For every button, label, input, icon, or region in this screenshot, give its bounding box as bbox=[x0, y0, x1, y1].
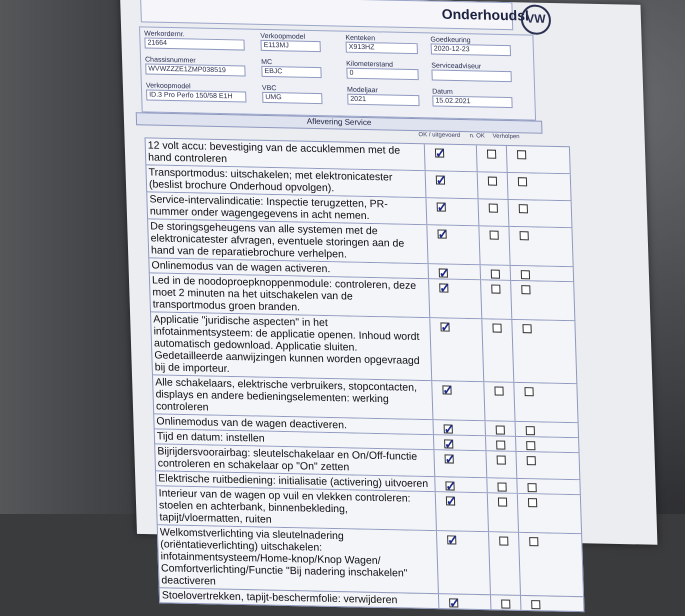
fixed-cell bbox=[508, 200, 570, 227]
fixed-cell bbox=[520, 596, 581, 611]
fixed-cell bbox=[513, 383, 575, 422]
info-field-value: WVWZZZE1ZMP038519 bbox=[145, 63, 245, 76]
info-field-label: MC bbox=[261, 58, 273, 67]
not-ok-checkbox[interactable] bbox=[497, 482, 506, 491]
section-title: Aflevering Service bbox=[136, 112, 543, 133]
info-field-value bbox=[431, 69, 511, 82]
checklist-item-text: Service-intervalindicatie: Inspectie terugzetten, PR-nummer onder wagengegevens in acht nemen. bbox=[149, 193, 388, 223]
not-ok-cell bbox=[485, 436, 516, 451]
ok-cell bbox=[436, 531, 469, 594]
ok-checkbox[interactable] bbox=[445, 493, 458, 509]
ok-checkbox[interactable] bbox=[434, 145, 447, 161]
info-field-value: 0 bbox=[346, 68, 418, 81]
checkmark-icon: ✓ bbox=[436, 199, 448, 215]
info-field-value: EBJC bbox=[261, 66, 321, 78]
not-ok-cell bbox=[480, 280, 512, 319]
ok-checkbox[interactable] bbox=[447, 532, 459, 548]
checklist-item-text: Led in de noodoproepknoppenmodule: controleren, deze moet 2 minuten na het uitschakelen van de transportmodus groen branden. bbox=[151, 274, 417, 314]
info-field-value: 2021 bbox=[347, 94, 419, 107]
ok-checkbox[interactable] bbox=[439, 280, 451, 296]
checkmark-icon: ✓ bbox=[448, 595, 461, 611]
not-ok-cell bbox=[488, 532, 521, 595]
checklist-item-text: Onlinemodus van de wagen activeren. bbox=[151, 259, 331, 276]
fixed-checkbox[interactable] bbox=[521, 270, 530, 279]
vehicle-info-panel bbox=[139, 26, 536, 120]
not-ok-checkbox[interactable] bbox=[490, 231, 499, 240]
info-field-label: Kenteken bbox=[345, 34, 376, 43]
checkmark-icon: ✓ bbox=[444, 451, 456, 467]
ok-cell bbox=[428, 264, 459, 279]
ok-checkbox[interactable] bbox=[445, 478, 457, 494]
checkmark-icon: ✓ bbox=[439, 280, 451, 296]
info-field-label: Verkoopmodel bbox=[260, 32, 306, 41]
ok-cell bbox=[428, 279, 460, 318]
checklist-item-text: Interieur van de wagen op vuil en vlekken controleren: stoelen en achterbank, binnenbekleding, tapijt/vloermatten, ruiten bbox=[158, 487, 411, 526]
not-ok-checkbox[interactable] bbox=[494, 386, 503, 395]
fixed-checkbox[interactable] bbox=[526, 426, 535, 435]
ok-cell bbox=[432, 420, 463, 435]
ok-checkbox[interactable] bbox=[435, 172, 448, 188]
not-ok-cell bbox=[478, 199, 510, 226]
ok-checkbox[interactable] bbox=[448, 595, 461, 611]
ok-cell bbox=[438, 594, 469, 609]
info-field bbox=[431, 62, 512, 82]
vw-logo-icon: VW bbox=[520, 4, 551, 35]
fixed-checkbox[interactable] bbox=[526, 441, 535, 450]
info-field-value: E113MJ bbox=[260, 40, 320, 52]
fixed-cell bbox=[510, 281, 572, 320]
ok-cell bbox=[429, 318, 462, 381]
checklist-item-text: De storingsgeheugens van alle systemen met de elektronicatester afvragen, eventuele storingen aan de hand van de reparatiebrochure verhelpen. bbox=[150, 220, 405, 261]
info-field-value: UMG bbox=[262, 92, 322, 104]
info-field-label: VBC bbox=[261, 84, 277, 93]
checklist-item-text: Bijrijdersvoorairbag: sleutelschakelaar en On/Off-functie controleren en schakelaar op "On" zetten bbox=[157, 445, 418, 474]
not-ok-cell bbox=[487, 493, 519, 532]
fixed-cell bbox=[516, 479, 577, 494]
info-field-value: 15.02.2021 bbox=[432, 95, 512, 108]
info-field-value: 2020-12-23 bbox=[431, 43, 511, 56]
info-field-value: ID.3 Pro Perfo 150/58 E1H bbox=[146, 89, 246, 102]
checkmark-icon: ✓ bbox=[445, 478, 457, 494]
checkmark-icon: ✓ bbox=[442, 382, 454, 398]
checkmark-icon: ✓ bbox=[435, 172, 448, 188]
not-ok-checkbox[interactable] bbox=[501, 599, 510, 608]
checklist-item-text: 12 volt accu: bevestiging van de accuklemmen met de hand controleren bbox=[147, 139, 401, 166]
checklist-item-text: Stoelovertrekken, tapijt-beschermfolie: verwijderen bbox=[161, 589, 398, 607]
info-field bbox=[432, 88, 513, 108]
ok-cell bbox=[424, 144, 456, 171]
info-field-label: Werkordernr. bbox=[144, 30, 185, 39]
fixed-checkbox[interactable] bbox=[520, 231, 529, 240]
fixed-cell bbox=[515, 437, 576, 452]
checklist-item-text: Applicatie "juridische aspecten" in het infotainmentsysteem: de applicatie openen. Inhoud wordt automatisch gedownload. Applicatie sluiten. Gedetailleerde aanwijzingen kunnen worden opgevraagd bij de importeur. bbox=[153, 313, 420, 375]
info-field bbox=[346, 61, 419, 81]
info-field bbox=[261, 59, 322, 78]
not-ok-cell bbox=[490, 595, 521, 610]
checklist-row bbox=[157, 525, 584, 597]
fixed-checkbox[interactable] bbox=[524, 387, 533, 396]
ok-checkbox[interactable] bbox=[444, 451, 456, 467]
fixed-checkbox[interactable] bbox=[528, 498, 537, 507]
fixed-cell bbox=[511, 320, 574, 383]
not-ok-checkbox[interactable] bbox=[496, 425, 505, 434]
info-field-label: Verkoopmodel bbox=[145, 82, 191, 91]
ok-cell bbox=[425, 198, 457, 225]
fixed-cell bbox=[518, 533, 581, 596]
ok-checkbox[interactable] bbox=[436, 199, 448, 215]
ok-cell bbox=[431, 381, 463, 420]
service-form-sheet bbox=[120, 0, 657, 611]
fixed-checkbox[interactable] bbox=[517, 150, 526, 159]
checklist-item-text: Onlinemodus van de wagen deactiveren. bbox=[156, 415, 348, 432]
ok-cell bbox=[433, 435, 464, 450]
not-ok-checkbox[interactable] bbox=[491, 270, 500, 279]
info-field-value: X913HZ bbox=[346, 42, 418, 55]
ok-cell bbox=[433, 450, 465, 477]
not-ok-cell bbox=[483, 382, 515, 421]
form-title: Onderhoudsl bbox=[441, 5, 530, 24]
ok-cell bbox=[434, 477, 465, 492]
checklist-item-text: Alle schakelaars, elektrische verbruikers, stopcontacten, displays en andere bedieningselementen: werking controleren bbox=[155, 376, 418, 414]
column-header-fixed: Verholpen bbox=[492, 133, 520, 141]
checkmark-icon: ✓ bbox=[445, 493, 458, 509]
fixed-checkbox[interactable] bbox=[527, 483, 536, 492]
ok-checkbox[interactable] bbox=[437, 226, 449, 242]
not-ok-cell bbox=[476, 145, 508, 172]
checklist-item-text: Tijd en datum: instellen bbox=[156, 430, 265, 445]
info-field bbox=[146, 82, 247, 102]
checklist-item-text: Transportmodus: uitschakelen; met elektronicatester (beslist brochure Onderhoud opvolgen). bbox=[148, 166, 393, 195]
info-field-label: Chassisnummer bbox=[144, 56, 196, 65]
info-field-label: Modeljaar bbox=[346, 86, 378, 95]
checkmark-icon: ✓ bbox=[440, 319, 452, 335]
not-ok-cell bbox=[477, 172, 509, 199]
fixed-checkbox[interactable] bbox=[531, 600, 540, 609]
not-ok-cell bbox=[481, 319, 514, 382]
fixed-checkbox[interactable] bbox=[522, 324, 531, 333]
not-ok-checkbox[interactable] bbox=[491, 285, 500, 294]
not-ok-checkbox[interactable] bbox=[498, 497, 507, 506]
form-header bbox=[140, 0, 530, 30]
checklist-row bbox=[150, 312, 577, 384]
not-ok-cell bbox=[485, 421, 516, 436]
column-header-not-ok: n. OK bbox=[469, 133, 486, 140]
fixed-checkbox[interactable] bbox=[527, 456, 536, 465]
fixed-cell bbox=[515, 422, 576, 437]
ok-checkbox[interactable] bbox=[442, 382, 454, 398]
fixed-cell bbox=[515, 452, 577, 479]
ok-cell bbox=[426, 225, 458, 264]
fixed-checkbox[interactable] bbox=[518, 177, 527, 186]
not-ok-cell bbox=[485, 451, 517, 478]
column-header-ok: OK / uitgevoerd bbox=[418, 132, 461, 140]
not-ok-checkbox[interactable] bbox=[487, 150, 496, 159]
info-field bbox=[347, 87, 420, 107]
info-field-label: Goedkeuring bbox=[430, 36, 471, 45]
fixed-checkbox[interactable] bbox=[529, 537, 538, 546]
fixed-cell bbox=[510, 266, 571, 281]
not-ok-checkbox[interactable] bbox=[496, 440, 505, 449]
ok-cell bbox=[425, 171, 457, 198]
checklist-item-text: Welkomstverlichting via sleutelnadering (oriëntatieverlichting) uitschakelen: infotainmentsysteem/Home-knop/Knop Wagen/ Comfortverlichting/Functie "Bij nadering inschakelen" deactiveren bbox=[159, 526, 408, 588]
checkmark-icon: ✓ bbox=[443, 436, 456, 452]
info-field-label: Datum bbox=[432, 88, 453, 96]
ok-checkbox[interactable] bbox=[438, 265, 450, 281]
checkmark-icon: ✓ bbox=[434, 145, 447, 161]
checkmark-icon: ✓ bbox=[447, 532, 459, 548]
checklist-table bbox=[145, 137, 585, 612]
not-ok-checkbox[interactable] bbox=[492, 324, 501, 333]
checkmark-icon: ✓ bbox=[437, 226, 449, 242]
not-ok-cell bbox=[480, 265, 511, 280]
fixed-checkbox[interactable] bbox=[519, 204, 528, 213]
not-ok-checkbox[interactable] bbox=[488, 177, 497, 186]
checkmark-icon: ✓ bbox=[438, 265, 450, 281]
not-ok-checkbox[interactable] bbox=[497, 455, 506, 464]
not-ok-cell bbox=[478, 226, 510, 265]
info-field-label: Serviceadviseur bbox=[431, 62, 482, 71]
info-field bbox=[144, 30, 245, 50]
ok-checkbox[interactable] bbox=[440, 319, 452, 335]
info-field bbox=[345, 35, 418, 55]
info-field bbox=[145, 56, 246, 76]
fixed-cell bbox=[506, 146, 568, 173]
checklist-item-text: Elektrische ruitbediening: initialisatie (activering) uitvoeren bbox=[158, 472, 429, 491]
not-ok-checkbox[interactable] bbox=[499, 536, 508, 545]
info-field-label: Kilometerstand bbox=[346, 60, 394, 69]
ok-cell bbox=[435, 492, 467, 531]
fixed-cell bbox=[507, 173, 569, 200]
not-ok-checkbox[interactable] bbox=[489, 204, 498, 213]
fixed-cell bbox=[508, 227, 570, 266]
info-field-value: 21664 bbox=[144, 37, 244, 50]
ok-checkbox[interactable] bbox=[443, 436, 456, 452]
not-ok-cell bbox=[486, 478, 517, 493]
ok-checkbox[interactable] bbox=[443, 421, 455, 437]
fixed-checkbox[interactable] bbox=[521, 285, 530, 294]
info-field bbox=[430, 36, 511, 56]
info-field bbox=[260, 33, 321, 52]
info-field bbox=[262, 85, 323, 104]
checkmark-icon: ✓ bbox=[443, 421, 455, 437]
